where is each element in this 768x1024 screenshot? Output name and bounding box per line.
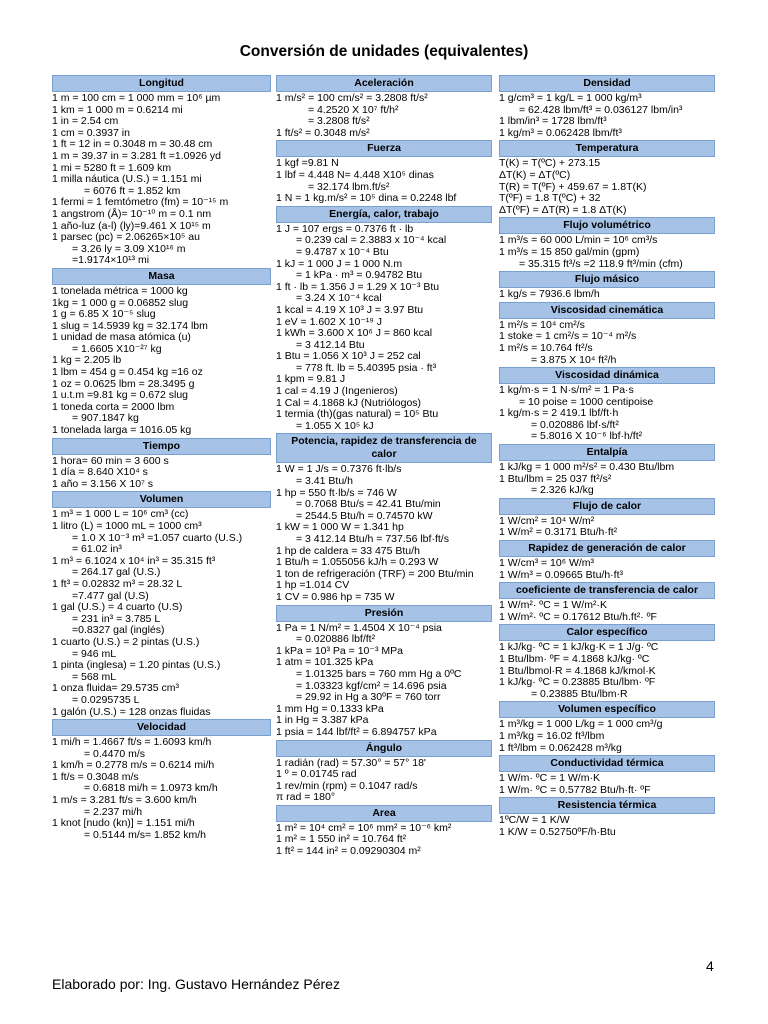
conversion-line: 1 Btu/lbm· ºF = 4.1868 kJ/kg· ºC [499, 653, 650, 665]
section-header: Potencia, rapidez de transferencia de calor [276, 433, 492, 463]
column-left [52, 74, 271, 841]
conversion-line: 1 kgf =9.81 N [276, 157, 339, 170]
conversion-line: 1 km = 1 000 m = 0.6214 mi [52, 103, 183, 116]
conversion-line: 1 kJ/kg· ºC = 0.23885 Btu/lbm· ºF [499, 676, 656, 689]
conversion-line: 1 ton de refrigeración (TRF) = 200 Btu/min [276, 567, 474, 580]
conversion-line: 1 angstrom (Å)= 10⁻¹⁰ m = 0.1 nm [52, 207, 212, 220]
conversion-line: 1 W/cm² = 10⁴ W/m² [499, 514, 595, 527]
conversion-line: 1 in Hg = 3.387 kPa [276, 714, 369, 727]
conversion-line: = 778 ft. lb = 5.40395 psia · ft³ [296, 361, 437, 374]
conversion-line: 1 Btu/lbm = 25 037 ft²/s² [499, 472, 612, 485]
conversion-line: 1 ft/s = 0.3048 m/s [52, 770, 139, 783]
conversion-line: 1 cm = 0.3937 in [52, 126, 130, 139]
conversion-line: 1 º = 0.01745 rad [276, 768, 357, 781]
conversion-line: 1 mi = 5280 ft = 1.609 km [52, 161, 172, 174]
section-header: Entalpía [499, 444, 715, 461]
section-header: Volumen [52, 491, 271, 508]
conversion-line: 1 año = 3.156 X 10⁷ s [52, 477, 154, 490]
section-header: Energía, calor, trabajo [276, 206, 492, 223]
section-header: Presión [276, 605, 492, 622]
conversion-line: 1 m/s = 3.281 ft/s = 3.600 km/h [52, 794, 197, 807]
section-header: Resistencia térmica [499, 797, 715, 814]
conversion-line: 1 kg/m·s = 1 N·s/m² = 1 Pa·s [499, 384, 634, 397]
conversion-line: T(R) = T(ºF) + 459.67 = 1.8T(K) [499, 180, 647, 193]
conversion-line: 1 u.t.m =9.81 kg = 0.672 slug [52, 389, 189, 402]
column-middle [276, 74, 492, 858]
footer-author: Elaborado por: Ing. Gustavo Hernández Pérez [52, 976, 340, 992]
column-right [499, 74, 715, 839]
conversion-line: = 1.055 X 10⁵ kJ [296, 419, 374, 432]
conversion-line: = 946 mL [72, 647, 117, 660]
section-header: Calor específico [499, 624, 715, 641]
conversion-line: 1 mm Hg = 0.1333 kPa [276, 702, 384, 715]
conversion-line: 1 fermi = 1 femtómetro (fm) = 10⁻¹⁵ m [52, 196, 229, 209]
conversion-line: 1 kJ/kg = 1 000 m²/s² = 0.430 Btu/lbm [499, 461, 675, 474]
conversion-line: = 1.0 X 10⁻³ m³ =1.057 cuarto (U.S.) [72, 531, 243, 544]
section-header: Viscosidad cinemática [499, 302, 715, 319]
conversion-line: 1 m³ = 1 000 L = 10⁶ cm³ (cc) [52, 508, 189, 521]
conversion-line: = 568 mL [72, 670, 117, 683]
conversion-line: 1 tonelada larga = 1016.05 kg [52, 424, 192, 437]
conversion-line: = 29.92 in Hg a 30ºF = 760 torr [296, 691, 441, 704]
conversion-line: 1 W/m· ºC = 0.57782 Btu/h·ft· ºF [499, 783, 651, 796]
conversion-line: 1 kWh = 3.600 X 10⁶ J = 860 kcal [276, 327, 433, 340]
conversion-line: 1 kpm = 9.81 J [276, 373, 346, 386]
conversion-section [499, 217, 715, 270]
conversion-section [276, 605, 492, 739]
section-header: Conductividad térmica [499, 755, 715, 772]
conversion-line: 1 J = 107 ergs = 0.7376 ft · lb [276, 222, 414, 235]
conversion-line: 1 unidad de masa atómica (u) [52, 331, 191, 344]
conversion-line: 1 kg/s = 7936.6 lbm/h [499, 288, 600, 301]
conversion-line: 1 hora= 60 min = 3 600 s [52, 454, 169, 467]
section-header: Ángulo [276, 740, 492, 757]
conversion-section [499, 75, 715, 139]
conversion-line: 1 m³/kg = 16.02 ft³/lbm [499, 729, 605, 742]
conversion-line: = 3.875 X 10⁴ ft²/h [531, 353, 617, 366]
conversion-section [52, 491, 271, 718]
conversion-line: 1 K/W = 0.52750ºF/h·Btu [499, 825, 616, 838]
conversion-line: 1 cal = 4.19 J (Ingenieros) [276, 385, 398, 398]
conversion-line: 1 hp de caldera = 33 475 Btu/h [276, 544, 420, 557]
conversion-line: 1 eV = 1.602 X 10⁻¹⁹ J [276, 315, 383, 328]
conversion-line: 1 pinta (inglesa) = 1.20 pintas (U.S.) [52, 659, 221, 672]
conversion-line: 1 m² = 10⁴ cm² = 10⁶ mm² = 10⁻⁶ km² [276, 821, 452, 834]
conversion-line: = 61.02 in³ [72, 543, 122, 556]
conversion-line: 1 ft² = 144 in² = 0.09290304 m² [276, 845, 421, 858]
conversion-line: = 2544.5 Btu/h = 0.74570 kW [296, 509, 433, 522]
conversion-line: 1 tonelada métrica = 1000 kg [52, 284, 188, 297]
conversion-line: 1 lbm = 454 g = 0.454 kg =16 oz [52, 366, 203, 379]
conversion-line: 1 CV = 0.986 hp = 735 W [276, 590, 395, 603]
conversion-line: 1 kg = 2.205 lb [52, 354, 122, 367]
conversion-line: = 1 kPa · m³ = 0.94782 Btu [296, 269, 423, 282]
conversion-line: 1 ft · lb = 1.356 J = 1.29 X 10⁻³ Btu [276, 280, 440, 293]
conversion-line: = 3.26 ly = 3.09 X10¹⁶ m [72, 242, 186, 255]
conversion-line: 1 año-luz (a-l) (ly)=9.461 X 10¹⁵ m [52, 219, 211, 232]
conversion-section [276, 75, 492, 139]
conversion-line: ΔT(ºF) = ΔT(R) = 1.8 ΔT(K) [499, 203, 627, 216]
conversion-line: π rad = 180° [276, 791, 336, 804]
conversion-section [499, 498, 715, 539]
conversion-line: = 231 in³ = 3.785 L [72, 612, 161, 625]
section-header: Flujo volumétrico [499, 217, 715, 234]
conversion-line: 1 galón (U.S.) = 128 onzas fluidas [52, 705, 211, 718]
conversion-section [499, 367, 715, 443]
conversion-line: = 10 poise = 1000 centipoise [519, 395, 654, 408]
conversion-line: 1 W/m²· ºC = 1 W/m²·K [499, 599, 607, 612]
conversion-section [52, 75, 271, 267]
conversion-line: 1 kJ/kg· ºC = 1 kJ/kg·K = 1 J/g· ºC [499, 641, 659, 654]
conversion-line: 1 m²/s = 10⁴ cm²/s [499, 318, 585, 331]
conversion-line: 1 m³/kg = 1 000 L/kg = 1 000 cm³/g [499, 718, 663, 731]
section-header: Densidad [499, 75, 715, 92]
conversion-line: 1 litro (L) = 1000 mL = 1000 cm³ [52, 520, 202, 532]
page-number: 4 [706, 958, 714, 974]
conversion-section [276, 433, 492, 603]
conversion-line: = 0.0295735 L [72, 693, 140, 706]
conversion-line: 1 kW = 1 000 W = 1.341 hp [276, 521, 404, 534]
conversion-section [499, 271, 715, 301]
conversion-line: 1 g = 6.85 X 10⁻⁵ slug [52, 308, 156, 321]
conversion-line: = 1.01325 bars = 760 mm Hg a 0ºC [296, 667, 462, 680]
conversion-line: 1 oz = 0.0625 lbm = 28.3495 g [52, 377, 195, 390]
conversion-section [499, 444, 715, 497]
conversion-line: =0.8327 gal (inglés) [72, 624, 165, 637]
conversion-line: 1 stoke = 1 cm²/s = 10⁻⁴ m²/s [499, 330, 637, 343]
conversion-line: 1 milla náutica (U.S.) = 1.151 mi [52, 173, 202, 186]
conversion-section [52, 268, 271, 437]
conversion-line: = 907.1847 kg [72, 412, 139, 425]
conversion-line: 1 W = 1 J/s = 0.7376 ft·lb/s [276, 463, 402, 476]
conversion-line: 1 mi/h = 1.4667 ft/s = 1.6093 km/h [52, 736, 212, 749]
conversion-line: 1 W/m² = 0.3171 Btu/h·ft² [499, 526, 618, 539]
conversion-line: 1 hp =1.014 CV [276, 579, 350, 592]
section-header: Temperatura [499, 140, 715, 157]
conversion-line: = 2.237 mi/h [84, 805, 143, 818]
conversion-section [499, 701, 715, 754]
section-header: Viscosidad dinámica [499, 367, 715, 384]
conversion-line: 1 g/cm³ = 1 kg/L = 1 000 kg/m³ [499, 92, 642, 104]
conversion-line: = 6076 ft = 1.852 km [84, 184, 181, 197]
conversion-line: 1 km/h = 0.2778 m/s = 0.6214 mi/h [52, 759, 215, 772]
conversion-line: 1 termia (th)(gas natural) = 10⁵ Btu [276, 408, 439, 421]
conversion-section [499, 140, 715, 216]
conversion-section [52, 719, 271, 841]
conversion-line: =7.477 gal (U.S) [72, 589, 149, 602]
section-header: Flujo de calor [499, 498, 715, 515]
conversion-line: 1 slug = 14.5939 kg = 32.174 lbm [52, 319, 208, 332]
conversion-line: = 1.03323 kgf/cm² = 14.696 psia [296, 679, 447, 692]
conversion-section [276, 805, 492, 858]
page-title: Conversión de unidades (equivalentes) [239, 43, 529, 60]
conversion-line: 1 ft/s² = 0.3048 m/s² [276, 126, 370, 139]
conversion-line: 1kg = 1 000 g = 0.06852 slug [52, 296, 189, 309]
conversion-line: = 35.315 ft³/s =2 118.9 ft³/min (cfm) [519, 257, 683, 270]
conversion-line: 1 ft³/lbm = 0.062428 m³/kg [499, 741, 622, 754]
conversion-line: 1 W/m²· ºC = 0.17612 Btu/h.ft²· ºF [499, 610, 657, 623]
conversion-section [499, 797, 715, 838]
conversion-section [276, 206, 492, 433]
conversion-line: = 3.41 Btu/h [296, 475, 353, 488]
section-header: Area [276, 805, 492, 822]
section-header: Longitud [52, 75, 271, 92]
conversion-line: 1 Btu = 1.056 X 10³ J = 252 cal [276, 350, 421, 363]
conversion-line: = 1.6605 X10⁻²⁷ kg [72, 342, 162, 355]
conversion-line: 1 m = 39.37 in = 3.281 ft =1.0926 yd [52, 149, 221, 162]
conversion-line: = 0.020886 lbf·s/ft² [531, 418, 619, 431]
conversion-line: 1 parsec (pc) = 2.06265×10⁵ au [52, 231, 200, 244]
conversion-line: = 0.5144 m/s= 1.852 km/h [84, 828, 206, 841]
conversion-line: = 3 412.14 Btu [296, 338, 365, 351]
conversion-line: 1 kJ = 1 000 J = 1 000 N.m [276, 257, 403, 270]
conversion-line: = 9.4787 x 10⁻⁴ Btu [296, 245, 389, 258]
conversion-line: 1 kg/m³ = 0.062428 lbm/ft³ [499, 126, 622, 139]
conversion-line: 1 knot [nudo (kn)] = 1.151 mi/h [52, 817, 195, 830]
conversion-line: = 264.17 gal (U.S.) [72, 566, 161, 579]
conversion-line: 1 Btu/h = 1.055056 kJ/h = 0.293 W [276, 556, 439, 569]
conversion-line: = 0.23885 Btu/lbm·R [531, 687, 628, 700]
conversion-line: 1 Cal = 4.1868 kJ (Nutriólogos) [276, 396, 422, 409]
conversion-line: 1 lbf = 4.448 N= 4.448 X10⁵ dinas [276, 168, 434, 181]
conversion-line: 1 m³/s = 60 000 L/min = 10⁶ cm³/s [499, 234, 658, 247]
conversion-line: = 3 412.14 Btu/h = 737.56 lbf·ft/s [296, 533, 449, 545]
conversion-line: = 0.4470 m/s [84, 747, 145, 760]
conversion-section [499, 755, 715, 796]
conversion-line: 1 kcal = 4.19 X 10³ J = 3.97 Btu [276, 303, 424, 316]
conversion-line: = 0.7068 Btu/s = 42.41 Btu/min [296, 498, 441, 511]
conversion-line: 1 m² = 1 550 in² = 10.764 ft² [276, 833, 407, 846]
conversion-line: T(K) = T(ºC) + 273.15 [499, 157, 601, 170]
conversion-section [276, 740, 492, 804]
conversion-line: 1 rev/min (rpm) = 0.1047 rad/s [276, 779, 418, 792]
section-header: Velocidad [52, 719, 271, 736]
conversion-line: 1ºC/W = 1 K/W [499, 814, 570, 827]
conversion-line: = 62.428 lbm/ft³ = 0.036127 lbm/in³ [519, 103, 683, 116]
conversion-line: = 32.174 lbm.ft/s² [308, 180, 390, 193]
conversion-line: 1 ft = 12 in = 0.3048 m = 30.48 cm [52, 138, 213, 151]
conversion-line: = 0.6818 mi/h = 1.0973 km/h [84, 782, 218, 795]
conversion-line: 1 día = 8.640 X10⁴ s [52, 466, 148, 479]
conversion-section [499, 624, 715, 700]
conversion-line: 1 m = 100 cm = 1 000 mm = 10⁶ µm [52, 92, 221, 104]
section-header: Masa [52, 268, 271, 285]
conversion-section [276, 140, 492, 204]
conversion-section [499, 582, 715, 623]
conversion-line: T(ºF) = 1.8 T(ºC) + 32 [499, 192, 601, 205]
conversion-line: 1 m³ = 6.1024 x 10⁴ in³ = 35.315 ft³ [52, 554, 216, 567]
conversion-line: 1 gal (U.S.) = 4 cuarto (U.S) [52, 601, 183, 614]
conversion-line: 1 m²/s = 10.764 ft²/s [499, 341, 593, 354]
conversion-line: 1 W/m· ºC = 1 W/m·K [499, 772, 600, 785]
conversion-line: 1 onza fluida= 29.5735 cm³ [52, 682, 179, 695]
conversion-line: 1 psia = 144 lbf/ft² = 6.894757 kPa [276, 725, 437, 738]
conversion-line: 1 m/s² = 100 cm/s² = 3.2808 ft/s² [276, 92, 428, 104]
section-header: Tiempo [52, 438, 271, 455]
conversion-line: =1.9174×10¹³ mi [72, 254, 150, 267]
conversion-line: 1 kg/m·s = 2 419.1 lbf/ft·h [499, 407, 619, 420]
conversion-section [499, 540, 715, 581]
conversion-line: 1 W/cm³ = 10⁶ W/m³ [499, 557, 595, 570]
section-header: Aceleración [276, 75, 492, 92]
conversion-line: 1 m³/s = 15 850 gal/min (gpm) [499, 245, 640, 258]
conversion-line: 1 N = 1 kg.m/s² = 10⁵ dina = 0.2248 lbf [276, 192, 457, 205]
conversion-line: = 5.8016 X 10⁻⁶ lbf·h/ft² [531, 430, 643, 443]
section-header: Rapidez de generación de calor [499, 540, 715, 557]
conversion-line: 1 Pa = 1 N/m² = 1.4504 X 10⁻⁴ psia [276, 621, 442, 634]
conversion-section [52, 438, 271, 491]
conversion-line: 1 W/m³ = 0.09665 Btu/h·ft³ [499, 568, 624, 581]
conversion-line: 1 kPa = 10³ Pa = 10⁻³ MPa [276, 644, 403, 657]
section-header: coeficiente de transferencia de calor [499, 582, 715, 599]
section-header: Volumen específico [499, 701, 715, 718]
conversion-line: 1 hp = 550 ft·lb/s = 746 W [276, 486, 397, 499]
section-header: Fuerza [276, 140, 492, 157]
conversion-line: ΔT(K) = ΔT(ºC) [499, 168, 571, 181]
conversion-line: 1 radián (rad) = 57.30° = 57° 18' [276, 756, 426, 769]
conversion-line: = 3.2808 ft/s² [308, 115, 370, 128]
conversion-line: = 0.020886 lbf/ft² [296, 633, 376, 646]
conversion-line: = 2.326 kJ/kg [531, 484, 594, 497]
conversion-line: 1 cuarto (U.S.) = 2 pintas (U.S.) [52, 635, 200, 648]
conversion-line: = 4.2520 X 10⁷ ft/h² [308, 103, 399, 116]
conversion-section [499, 302, 715, 366]
conversion-line: 1 lbm/in³ = 1728 lbm/ft³ [499, 115, 607, 128]
conversion-line: 1 toneda corta = 2000 lbm [52, 400, 175, 413]
conversion-line: = 3.24 X 10⁻⁴ kcal [296, 292, 382, 305]
conversion-line: 1 ft³ = 0.02832 m³ = 28.32 L [52, 577, 183, 590]
conversion-line: 1 atm = 101.325 kPa [276, 656, 374, 669]
conversion-line: = 0.239 cal = 2.3883 x 10⁻⁴ kcal [296, 234, 447, 247]
section-header: Flujo másico [499, 271, 715, 288]
conversion-line: 1 Btu/lbmol·R = 4.1868 kJ/kmol·K [499, 664, 656, 677]
conversion-line: 1 in = 2.54 cm [52, 115, 119, 128]
